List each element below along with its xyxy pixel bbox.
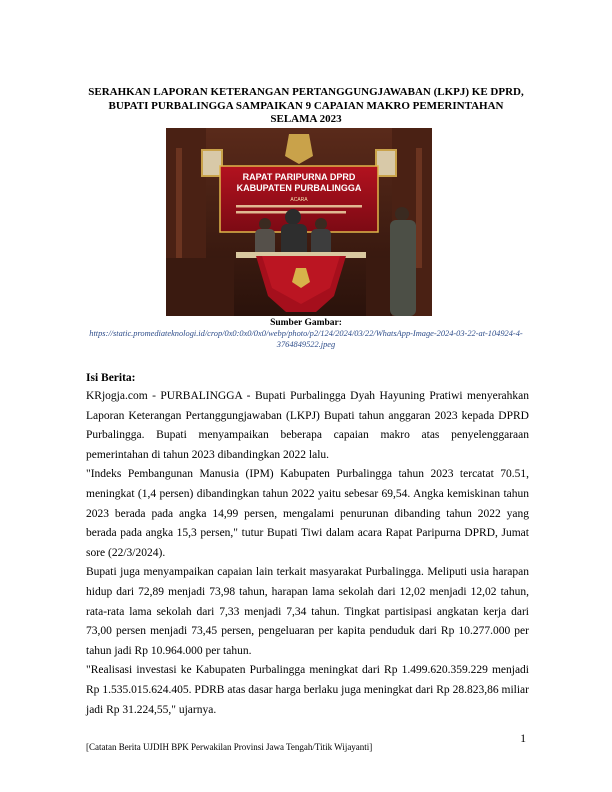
paragraph: "Indeks Pembangunan Manusia (IPM) Kabupaten Purbalingga tahun 2023 tercatat 70.51, meningkat (1,4 persen) dibandingkan tahun 2022 yaitu sebesar 69,54. Angka kemiskinan tahun 2023 berada pada angka 14,99 persen, mengalami penurunan dibanding tahun 2022 yang berada pada angka 15,3 persen," tutur Bupati Tiwi dalam acara Rapat Paripurna DPRD, Jumat sore (22/3/2024). [86, 468, 529, 559]
banner-line3: ACARA [290, 197, 308, 203]
photo-illustration [166, 128, 432, 316]
article-body [86, 387, 529, 720]
caption-url[interactable]: https://static.promediateknologi.id/crop/0x0:0x0/0x0/webp/photo/p2/124/2024/03/22/WhatsApp-Image-2024-03-22-at-104924-4-3764849522.jpeg [89, 329, 523, 349]
page-number: 1 [520, 733, 526, 745]
paragraph: "Realisasi investasi ke Kabupaten Purbalingga meningkat dari Rp 1.499.620.359.229 menjadi Rp 1.535.015.624.405. PDRB atas dasar harga berlaku juga meningkat dari Rp 28.823,86 miliar jadi Rp 31.224,55," ujarnya. [86, 664, 529, 716]
paragraph: KRjogja.com - PURBALINGGA - Bupati Purbalingga Dyah Hayuning Pratiwi menyerahkan Laporan Keterangan Pertanggungjawaban (LKPJ) Bupati tahun anggaran 2023 kepada DPRD Purbalingga. Bupati menyampaikan beberapa capaian makro atas penyelenggaraan pemerintahan di tahun 2023 dibandingkan 2022 lalu. [86, 390, 529, 461]
banner-line1: RAPAT PARIPURNA DPRD [242, 172, 356, 182]
article-title: SERAHKAN LAPORAN KETERANGAN PERTANGGUNGJAWABAN (LKPJ) KE DPRD, BUPATI PURBALINGGA SAMPAIKAN 9 CAPAIAN MAKRO PEMERINTAHAN SELAMA 2023 [88, 86, 524, 125]
banner-line2: KABUPATEN PURBALINGGA [236, 183, 362, 193]
caption-label: Sumber Gambar: [270, 318, 342, 328]
footer-note: [Catatan Berita UJDIH BPK Perwakilan Provinsi Jawa Tengah/Titik Wijayanti] [86, 742, 373, 752]
section-heading: Isi Berita: [86, 372, 136, 384]
news-photo [166, 128, 432, 316]
paragraph: Bupati juga menyampaikan capaian lain terkait masyarakat Purbalingga. Meliputi usia harapan hidup dari 72,89 menjadi 73,98 tahun, harapan lama sekolah dari 12,02 menjadi 12,02 tahun, rata-rata lama sekolah dari 7,33 menjadi 7,34 tahun. Tingkat partisipasi angkatan kerja dari 73,00 persen menjadi 73,45 persen, pengeluaran per kapita penduduk dari Rp 10.277.000 per tahun jadi Rp 10.964.000 per tahun. [86, 566, 529, 657]
